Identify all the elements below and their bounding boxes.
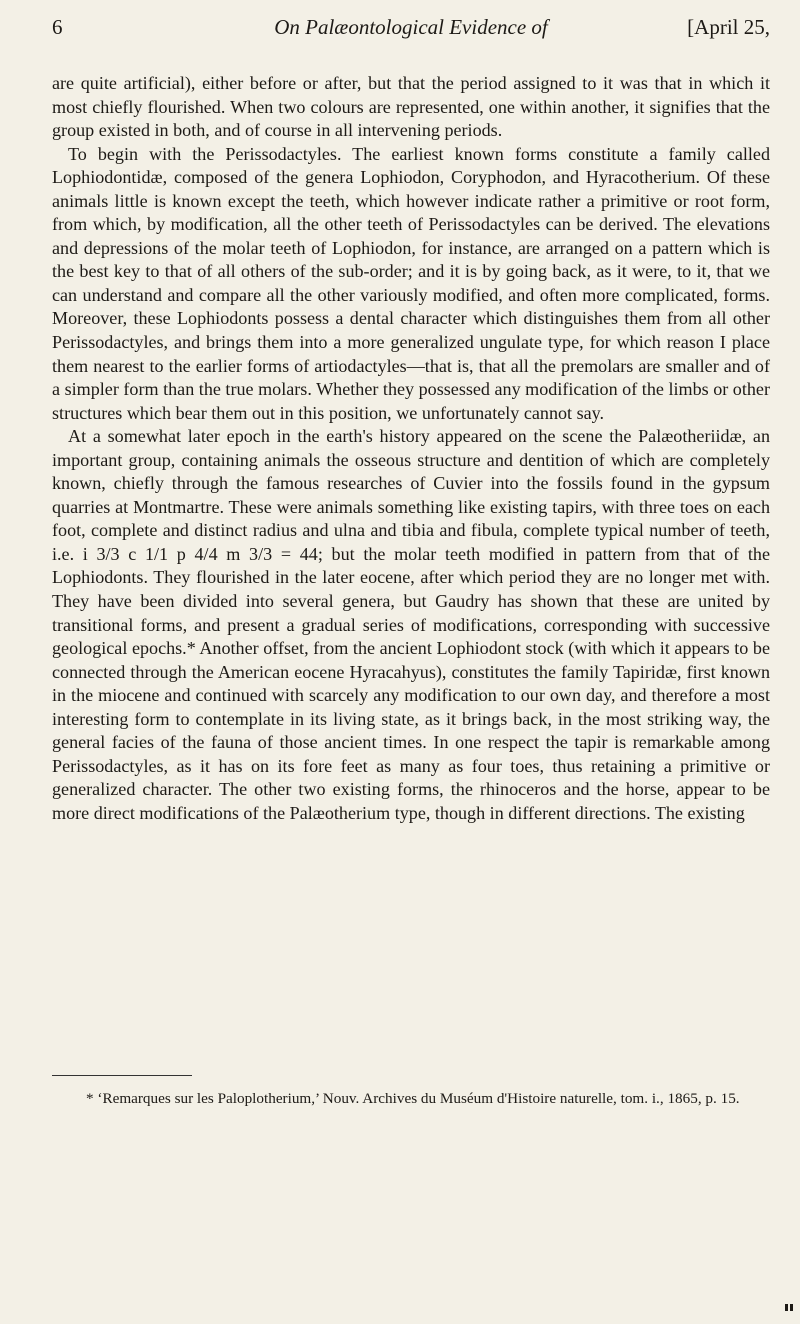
footnote: * ‘Remarques sur les Paloplotherium,’ Nouv. Archives du Muséum d'Histoire naturelle, tom. i., 1865, p. 15. bbox=[86, 1090, 740, 1107]
margin-mark bbox=[785, 1304, 788, 1311]
body-text bbox=[52, 72, 770, 826]
running-header bbox=[52, 10, 770, 44]
paragraph-2: To begin with the Perissodactyles. The earliest known forms constitute a family called Lophiodontidæ, composed of the genera Lophiodon, Coryphodon, and Hyracotherium. Of these animals little is known except the teeth, which however indicate rather a primitive or root form, from which, by modification, all the other teeth of Perissodactyles can be derived. The elevations and depressions of the molar teeth of Lophiodon, for instance, are arranged on a pattern which is the best key to that of all others of the sub-order; and it is by going back, as it were, to it, that we can understand and compare all the other variously modified, and often more complicated, forms. Moreover, these Lophiodonts possess a dental character which distinguishes them from all other Perissodactyles, and brings them into a more generalized ungulate type, for which reason I place them nearest to the earlier forms of artiodactyles—that is, that all the premolars are smaller and of a simpler form than the true molars. Whether they possessed any modification of the limbs or other structures which bear them out in this position, we unfortunately cannot say. bbox=[52, 143, 770, 423]
footnote-rule bbox=[52, 1075, 192, 1076]
paragraph-3: At a somewhat later epoch in the earth's history appeared on the scene the Palæotheriidæ, an important group, containing animals the osseous structure and dentition of which are completely known, chiefly through the famous researches of Cuvier into the fossils found in the gypsum quarries at Montmartre. These were animals something like existing tapirs, with three toes on each foot, complete and distinct radius and ulna and tibia and fibula, complete typical number of teeth, i.e. i 3/3 c 1/1 p 4/4 m 3/3 = 44; but the molar teeth modified in pattern from that of the Lophiodonts. They flourished in the later eocene, after which period they are no longer met with. They have been divided into several genera, but Gaudry has shown that these are united by transitional forms, and present a gradual series of modifications, corresponding with successive geological epochs.* Another offset, from the ancient Lophiodont stock (with which it appears to be connected through the American eocene Hyracahyus), constitutes the family Tapiridæ, first known in the miocene and continued with scarcely any modification to our own day, and therefore a most interesting form to contemplate in its living state, as it brings back, in the most striking way, the general facies of the fauna of those ancient times. In one respect the tapir is remarkable among Perissodactyles, as it has on its fore feet as many as four toes, thus retaining a primitive or generalized character. The other two existing forms, the rhinoceros and the horse, appear to be more direct modifications of the Palæotherium type, though in different directions. The existing bbox=[52, 426, 770, 823]
margin-mark bbox=[790, 1304, 793, 1311]
header-date: [April 25, bbox=[687, 15, 770, 39]
running-title: On Palæontological Evidence of bbox=[274, 15, 548, 39]
page-number: 6 bbox=[52, 15, 63, 39]
paragraph-1: are quite artificial), either before or after, but that the period assigned to it was that in which it most chiefly flourished. When two colours are represented, one within another, it signifies that the group existed in both, and of course in all intervening periods. bbox=[52, 73, 770, 141]
